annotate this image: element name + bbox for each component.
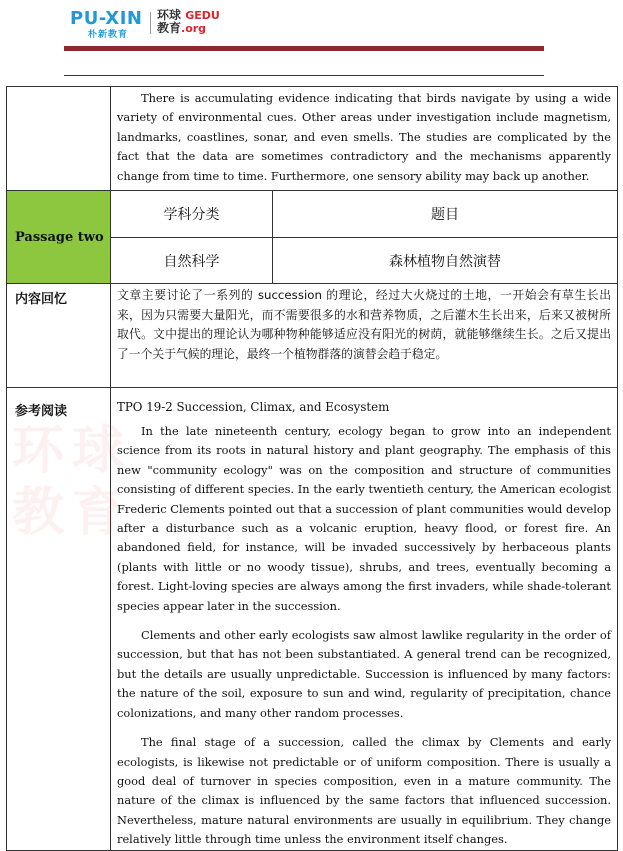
header-red-bar	[64, 46, 544, 51]
reference-title: TPO 19-2 Succession, Climax, and Ecosystem	[117, 400, 390, 414]
page-header	[0, 0, 623, 80]
huanqiu-logo-line1: 环球	[157, 8, 182, 22]
recall-label: 内容回忆	[15, 292, 68, 307]
passage-label-cell	[7, 191, 111, 284]
category-value: 自然科学	[111, 238, 273, 284]
huanqiu-logo	[157, 9, 220, 35]
passage-table	[6, 86, 618, 851]
gedu-org-text: .org	[181, 22, 207, 35]
recall-label-cell	[7, 284, 111, 388]
passage-header-row	[7, 191, 618, 238]
puxin-logo-subtext: 朴新教育	[88, 30, 129, 40]
category-header: 学科分类	[111, 191, 273, 238]
watermark-line2: 教育	[12, 483, 133, 543]
logo-divider	[150, 12, 151, 34]
reference-label: 参考阅读	[15, 404, 68, 419]
continuation-text-cell	[111, 87, 618, 191]
reference-paragraph-2: Clements and other early ecologists saw almost lawlike regularity in the order of succession, but that has not been substantiated. A general trend can be recognized, but the details are usually unpredictable. Succession is influenced by many factors: the nature of the soil, exposure to sun and wind, regularity of precipitation, chance colonizations, and many other random processes.	[117, 628, 612, 720]
title-value: 森林植物自然演替	[273, 238, 618, 284]
continuation-paragraph: There is accumulating evidence indicating that birds navigate by using a wide variety of environmental cues. Other areas under investigation include magnetism, landmarks, coastlines, sonar, and even smells. The studies are complicated by the fact that the data are sometimes contradictory and the mechanisms apparently change from time to time. Furthermore, one sensory ability may back up another.	[117, 91, 612, 183]
gedu-logo-text: GEDU	[185, 9, 220, 22]
recall-text-cell	[111, 284, 618, 388]
huanqiu-logo-line2: 教育	[157, 21, 182, 35]
recall-paragraph: 文章主要讨论了一系列的 succession 的理论，经过大火烧过的土地，一开始会有草生长出来，因为只需要大量阳光，而不需要很多的水和营养物质，之后灌木生长出来，后来又被树所取代。文中提出的理论认为哪种物种能够适应没有阳光的树荫，就能够继续生长。之后又提出了一个关于气候的理论，最终一个植物群落的演替会趋于稳定。	[117, 288, 612, 362]
passage-label: Passage two	[15, 229, 104, 245]
reference-row	[7, 388, 618, 851]
continuation-label-cell	[7, 87, 111, 191]
reference-text-cell	[111, 388, 618, 851]
reference-paragraph-3: The final stage of a succession, called the climax by Clements and early ecologists, is likewise not predictable or of uniform composition. There is usually a good deal of turnover in species composition, even in a mature community. The nature of the climax is influenced by the same factors that influenced succession. Nevertheless, mature natural environments are usually in equilibrium. They change relatively little through time unless the environment itself changes.	[117, 735, 612, 847]
title-header: 题目	[273, 191, 618, 238]
puxin-logo-text: PU-XIN	[70, 8, 143, 29]
puxin-logo	[70, 8, 142, 40]
reference-paragraph-1: In the late nineteenth century, ecology began to grow into an independent science from its roots in natural history and plant geography. The emphasis of this new "community ecology" was on the composition and structure of communities consisting of different species. In the early twentieth century, the American ecologist Frederic Clements pointed out that a succession of plant communities would develop after a disturbance such as a volcanic eruption, heavy flood, or forest fire. An abandoned field, for instance, will be invaded successively by herbaceous plants (plants with little or no woody tissue), shrubs, and trees, eventually becoming a forest. Light-loving species are always among the first invaders, while shade-tolerant species appear later in the succession.	[117, 424, 612, 613]
watermark-line1: 环球	[12, 421, 133, 481]
recall-row	[7, 284, 618, 388]
header-rule	[64, 75, 544, 76]
continuation-row	[7, 87, 618, 191]
reference-label-cell	[7, 388, 111, 851]
